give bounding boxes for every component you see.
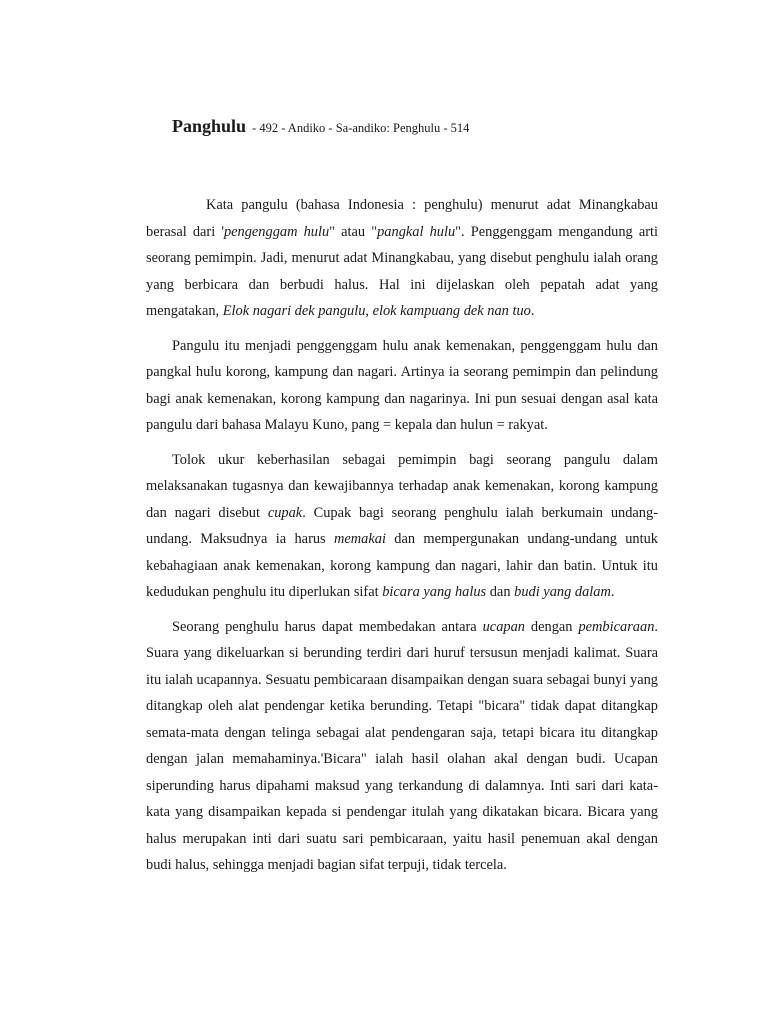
emphasized-text: pangkal hulu (377, 223, 456, 240)
document-header (172, 116, 469, 137)
emphasized-text: bicara yang halus (382, 584, 487, 600)
emphasized-text: pembicaraan (578, 618, 655, 635)
paragraph-2 (146, 333, 658, 439)
text-segment: dan (486, 584, 515, 600)
text-segment: . Suara yang dikeluarkan si berunding terdiri dari huruf tersusun menjadi kalimat. Suara itu ialah ucapannya. Sesuatu pembicaraan disampaikan dengan suara sebagai bunyi yang ditangkap oleh alat pendengar ketika berunding. Tetapi "bicara" tidak dapat ditangkap semata-mata dengan telinga sebagai alat pendengaran saja, tetapi bicara itu ditangkap dengan jalan memahaminya.'Bicara" ialah hasil olahan akal dengan budi. Ucapan siperunding harus dipahami maksud yang terkandung di dalamnya. Inti sari dari kata-kata yang disampaikan kepada si pendengar itulah yang dikatakan bicara. Bicara yang halus merupakan inti dari suatu sari pembicaraan, yaitu hasil penemuan akal dengan budi halus, sehingga menjadi bagian sifat terpuji, tidak tercela. (146, 618, 658, 873)
document-title: Panghulu (172, 116, 247, 136)
text-segment: Tolok ukur keberhasilan sebagai pemimpin bagi seorang pangulu dalam melaksanakan tugasnya dan kewajibannya terhadap anak kemenakan, korong kampung dan nagari disebut (146, 451, 658, 521)
emphasized-text: memakai (334, 531, 386, 547)
text-segment: dan mempergunakan undang-undang untuk kebahagiaan anak kemenakan, korong kampung dan nagari, lahir dan batin. Untuk itu kedudukan penghulu itu diperlukan sifat (146, 531, 658, 600)
text-segment: " atau " (329, 223, 378, 240)
emphasized-text: Elok nagari dek pangulu, elok kampuang dek nan tuo (222, 303, 531, 319)
paragraph-4 (146, 614, 658, 879)
document-body (146, 192, 658, 887)
text-segment: dengan (524, 618, 579, 635)
document-subtitle: - 492 - Andiko - Sa-andiko: Penghulu - 514 (252, 121, 470, 135)
emphasized-text: pengenggam hulu (223, 223, 330, 240)
text-segment: . Cupak bagi seorang penghulu ialah berkumain undang-undang. Maksudnya ia harus (146, 504, 658, 547)
emphasized-text: budi yang dalam (514, 584, 611, 600)
emphasized-text: ucapan (482, 618, 525, 635)
text-segment: Pangulu itu menjadi penggenggam hulu anak kemenakan, penggenggam hulu dan pangkal hulu korong, kampung dan nagari. Artinya ia seorang pemimpin dan pelindung bagi anak kemenakan, korong kampung dan nagarinya. Ini pun sesuai dengan asal kata pangulu dari bahasa Malayu Kuno, pang = kepala dan hulun = rakyat. (146, 337, 658, 433)
paragraph-1 (146, 192, 658, 325)
paragraph-3 (146, 447, 658, 606)
text-segment: . (530, 303, 535, 319)
text-segment: ". Penggenggam mengandung arti seorang pemimpin. Jadi, menurut adat Minangkabau, yang disebut penghulu ialah orang yang berbicara dan berbudi halus. Hal ini dijelaskan oleh pepatah adat yang mengatakan, (146, 223, 659, 319)
emphasized-text: cupak (267, 504, 303, 521)
text-segment: Kata pangulu (bahasa Indonesia : penghulu) menurut adat Minangkabau berasal dari ' (146, 197, 658, 240)
text-segment: Seorang penghulu harus dapat membedakan antara (172, 618, 483, 635)
text-segment: . (610, 584, 615, 600)
